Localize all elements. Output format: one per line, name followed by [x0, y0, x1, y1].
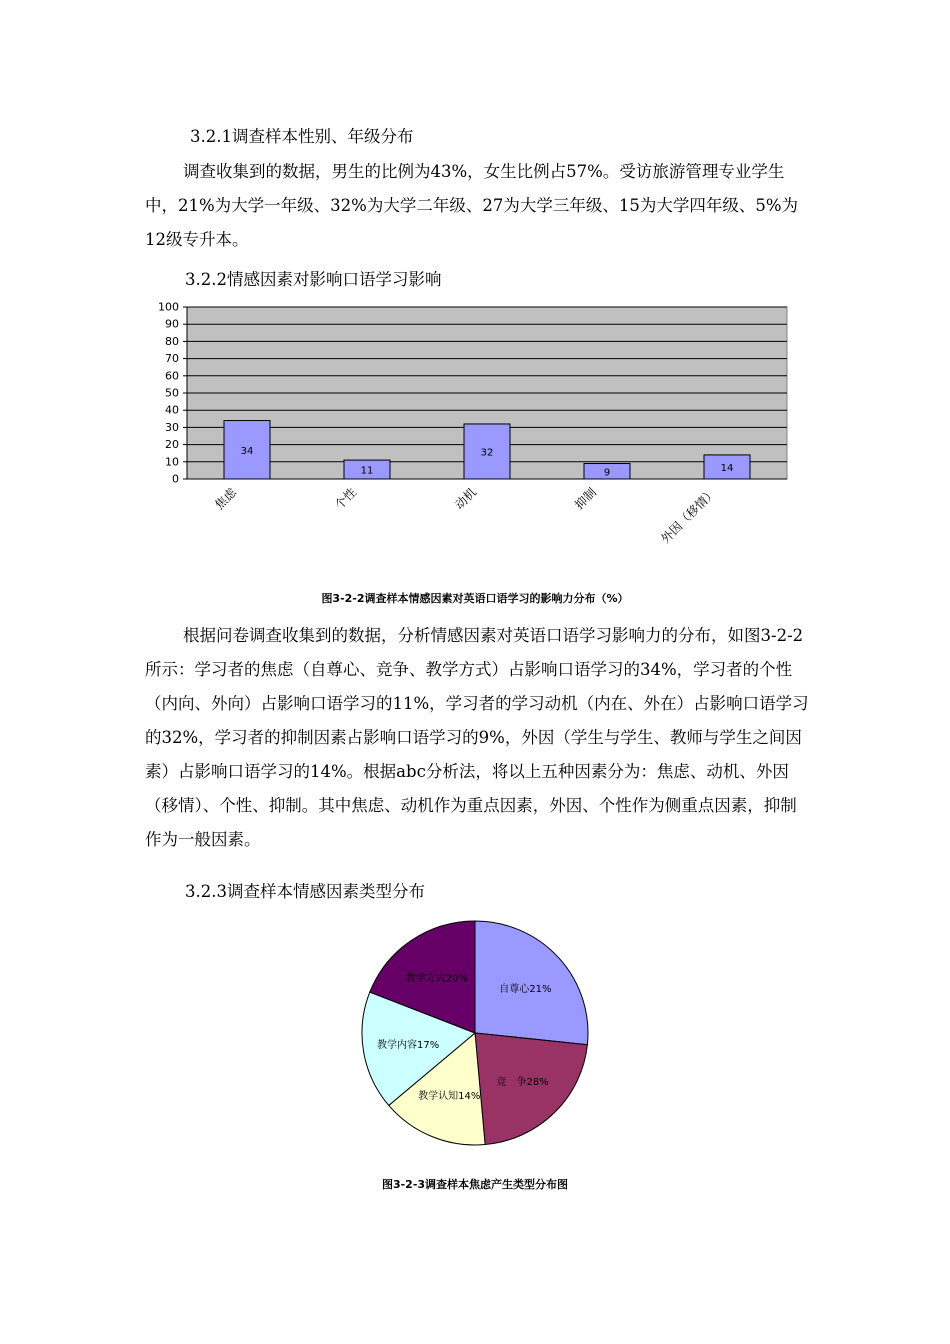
y-tick-label-0: 0 [172, 472, 179, 486]
x-tick-label-1: 个性 [332, 485, 360, 513]
heading-3-2-3: 3.2.3调查样本情感因素类型分布 [185, 882, 425, 901]
heading-3-2-1: 3.2.1调查样本性别、年级分布 [190, 127, 414, 146]
x-tick-label-2: 动机 [452, 485, 480, 513]
pie-label-1: 竞 争28% [496, 1076, 549, 1088]
pie-label-3: 教学内容17% [376, 1040, 440, 1052]
x-tick-label-0: 焦虑 [212, 485, 240, 513]
x-tick-label-3: 抑制 [572, 485, 600, 513]
y-tick-label-7: 70 [165, 352, 179, 366]
paragraph-3-2-2: 根据问卷调查收集到的数据，分析情感因素对英语口语学习影响力的分布，如图3-2-2所示：学习者的焦虑（自尊心、竞争、教学方式）占影响口语学习的34%，学习者的个性（内向、外向）占影响口语学习的11%，学习者的学习动机（内在、外在）占影响口语学习的32%，学习者的抑制因素占影响口语学习的9%，外因（学生与学生、教师与学生之间因素）占影响口语学习的14%。根据abc分析法，将以上五种因素分为：焦虑、动机、外因（移情）、个性、抑制。其中焦虑、动机作为重点因素，外因、个性作为侧重点因素，抑制作为一般因素。 [145, 626, 809, 849]
paragraph-3-2-1: 调查收集到的数据，男生的比例为43%，女生比例占57%。受访旅游管理专业学生中，21%为大学一年级、32%为大学二年级、27为大学三年级、15为大学四年级、5%为12级专升本。 [145, 162, 799, 249]
y-tick-label-10: 100 [158, 300, 179, 314]
bar-value-label-2: 32 [480, 447, 494, 459]
heading-3-2-2: 3.2.2情感因素对影响口语学习影响 [185, 270, 442, 289]
y-tick-label-9: 90 [165, 317, 179, 331]
pie-label-4: 教学方式20% [405, 973, 468, 985]
y-tick-label-4: 40 [165, 403, 179, 417]
y-tick-label-3: 30 [165, 420, 179, 434]
bar-value-label-0: 34 [240, 445, 254, 457]
caption-figure-3-2-2: 图3-2-2调查样本情感因素对英语口语学习的影响力分布（%） [321, 592, 629, 605]
pie-chart [0, 912, 950, 1162]
y-tick-label-8: 80 [165, 334, 179, 348]
y-tick-label-6: 60 [165, 369, 179, 383]
x-tick-label-4: 外因（移情） [658, 485, 720, 547]
pie-label-2: 教学认知14% [418, 1091, 481, 1103]
y-tick-label-5: 50 [165, 386, 179, 400]
pie-slice-1 [475, 1033, 587, 1145]
y-tick-label-2: 20 [165, 438, 179, 452]
pie-slice-0 [475, 921, 588, 1045]
bar-value-label-4: 14 [720, 462, 734, 474]
bar-chart [0, 295, 950, 585]
caption-figure-3-2-3: 图3-2-3调查样本焦虑产生类型分布图 [381, 1178, 569, 1191]
bar-value-label-3: 9 [603, 467, 611, 479]
pie-label-0: 自尊心21% [499, 984, 552, 996]
bar-value-label-1: 11 [360, 465, 374, 477]
y-tick-label-1: 10 [165, 455, 179, 469]
